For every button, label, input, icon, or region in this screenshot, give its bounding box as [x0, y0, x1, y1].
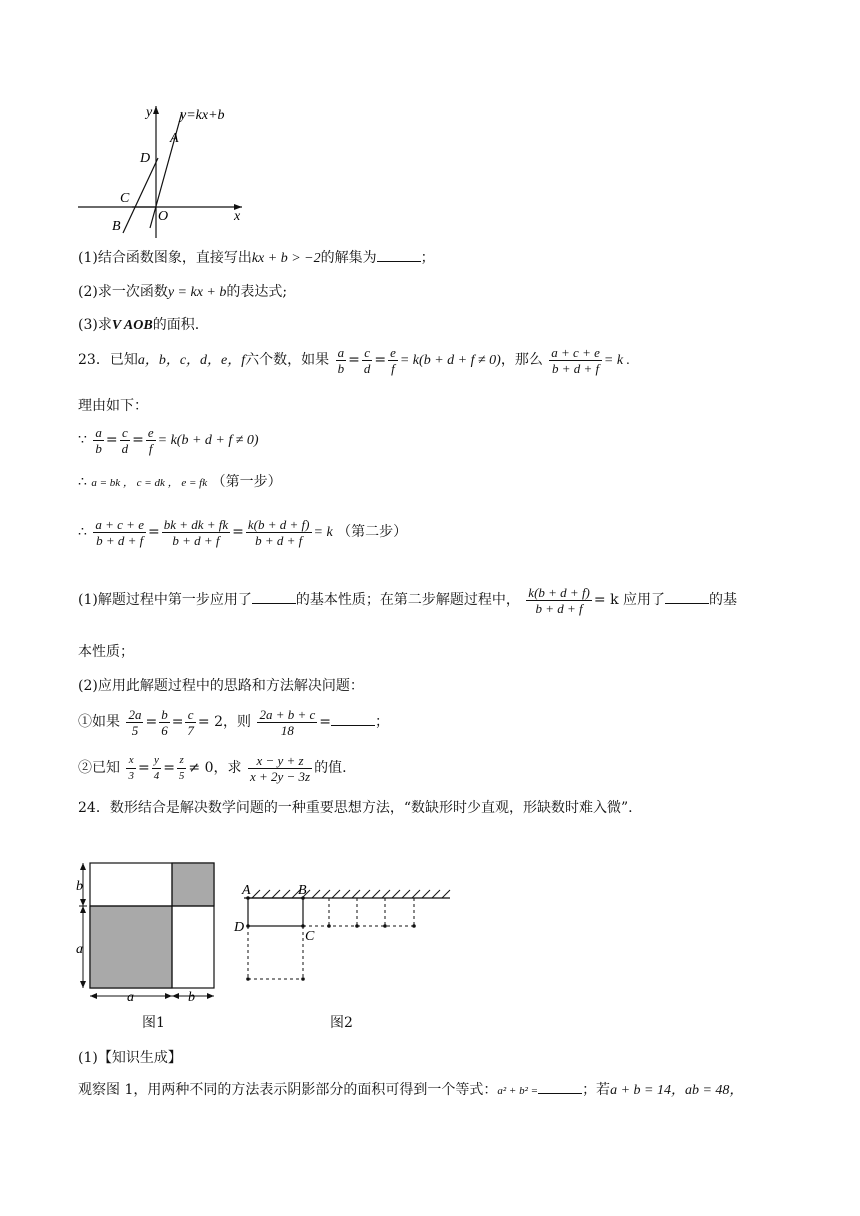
- graph-label-b: B: [112, 219, 121, 234]
- q23-case2: ②已知 $\frac{x}{3}$ = $\frac{y}{4}$ = $\frac{z}{5}$ ≠ 0，求 $\frac{x - y + z}{x + 2y - 3z}$ 的值.: [78, 752, 347, 784]
- q24-observe: 观察图 1，用两种不同的方法表示阴影部分的面积可得到一个等式：a² + b² = ；若a + b = 14，ab = 48，: [78, 1082, 744, 1098]
- fig2-label-b: B: [298, 883, 307, 898]
- figure-2-caption: 图2: [330, 1015, 353, 1031]
- graph-label-x: x: [234, 209, 241, 224]
- figure-1-caption: 图1: [142, 1015, 165, 1031]
- q22-part3: (3)求V AOB的面积.: [78, 317, 200, 333]
- q23-part1: (1)解题过程中第一步应用了 的基本性质；在第二步解题过程中， $\frac{k(b + d + f)}{b + d + f}$ = k 应用了 的基: [78, 584, 738, 616]
- graph-label-c: C: [120, 191, 130, 206]
- q23-part1-cont: 本性质；: [78, 644, 134, 660]
- q23-case1: ①如果 $\frac{2a}{5}$ = $\frac{b}{6}$ = $\frac{c}{7}$ = 2，则 $\frac{2a + b + c}{18}$ = ；: [78, 706, 390, 738]
- frac-ace-bdf: $\frac{a + c + e}{b + d + f}$: [551, 344, 600, 376]
- q23-reason: 理由如下：: [78, 398, 148, 414]
- q24-sub1: (1)【知识生成】: [78, 1050, 182, 1066]
- q23-step2: ∴ $\frac{a + c + e}{b + d + f}$ = $\frac{bk + dk + fk}{b + d + f}$ = $\frac{k(b + d + f)}{b + d + f}$ = k （第二步）: [78, 516, 408, 548]
- fig2-label-a: A: [242, 883, 251, 898]
- fig2-label-c: C: [305, 929, 315, 944]
- q24-intro: 24．数形结合是解决数学问题的一种重要思想方法，“数缺形时少直观，形缺数时难入微”.: [78, 800, 633, 816]
- graph-label-a: A: [170, 131, 179, 146]
- figure-1-squares: [74, 860, 224, 1005]
- graph-label-eq: y=kx+b: [180, 108, 225, 123]
- q23-step1: ∴ a = bk ， c = dk ， e = fk （第一步）: [78, 474, 282, 490]
- answer-blank: [377, 249, 421, 262]
- q23-because: ∵ $\frac{a}{b}$ = $\frac{c}{d}$ = $\frac{e}{f}$ = k(b + d + f ≠ 0): [78, 424, 259, 456]
- fig2-label-d: D: [234, 920, 245, 935]
- frac-a-b: $\frac{a}{b}$: [337, 344, 345, 376]
- frac-e-f: $\frac{e}{f}$: [390, 344, 396, 376]
- fig1-label-a-left: a: [76, 942, 83, 957]
- q23-statement: 23．已知a，b，c，d，e，f六个数，如果 $\frac{a}{b}$ = $\frac{c}{d}$ = $\frac{e}{f}$ = k(b + d + f ≠ 0)，那么 $\frac{a + c + e}{b + d + f}$ = k .: [78, 344, 631, 376]
- function-graph: [70, 98, 270, 243]
- graph-label-o: O: [158, 209, 169, 224]
- fig1-label-b-bottom: b: [188, 990, 195, 1005]
- q22-part1: (1)结合函数图象，直接写出kx + b > −2的解集为 ；: [78, 250, 435, 266]
- frac-c-d: $\frac{c}{d}$: [363, 344, 371, 376]
- graph-label-y: y: [146, 105, 153, 120]
- shaded-square-b: [172, 863, 214, 906]
- fig1-label-b-left: b: [76, 879, 83, 894]
- figure-2-rectangles: [232, 878, 456, 984]
- q23-part2: (2)应用此解题过程中的思路和方法解决问题：: [78, 678, 364, 694]
- graph-label-d: D: [140, 151, 151, 166]
- q22-part2: (2)求一次函数y = kx + b的表达式;: [78, 284, 288, 300]
- rect-abcd: [248, 898, 303, 926]
- shaded-square-a: [90, 906, 172, 988]
- fig1-label-a-bottom: a: [127, 990, 134, 1005]
